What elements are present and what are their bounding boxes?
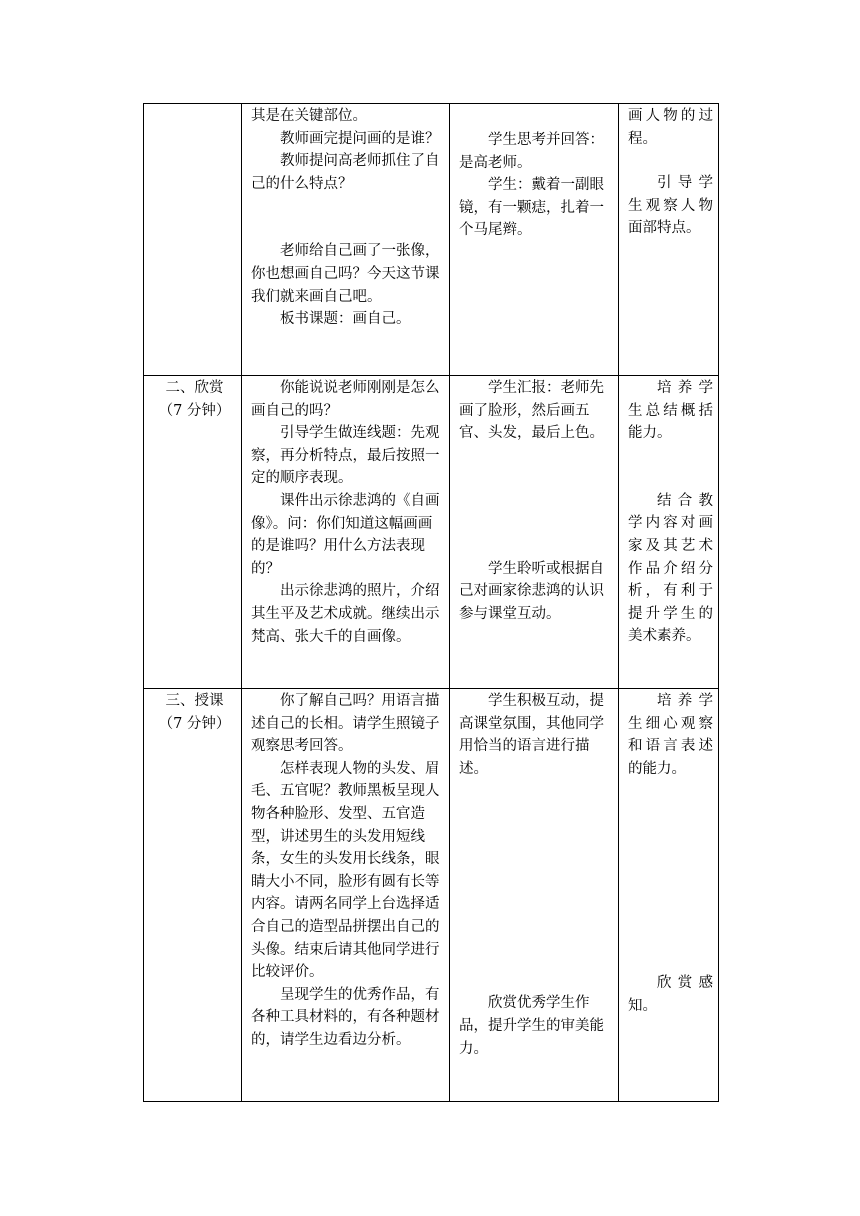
teacher-paragraph: 怎样表现人物的头发、眉毛、五官呢？教师黑板呈现人物各种脸形、发型、五官造型，讲述男生的头发用短线条，女生的头发用长线条，眼睛大小不同，脸形有圆有长等内容。请两名同学上台选择适合自己的造型品拼摆出自己的头像。结束后请其他同学进行比较评价。: [251, 760, 440, 981]
purpose-cell: [619, 376, 719, 689]
purpose-paragraph: 结合教学内容对画家及其艺术作品介绍分析，有利于提升学生的美术素养。: [628, 492, 713, 645]
stage-cell: [144, 376, 242, 689]
stage-label: 二、欣赏: [165, 380, 224, 396]
student-activity-cell: [450, 104, 619, 376]
purpose-paragraph: 培养学生总结概括能力。: [628, 380, 713, 442]
stage-label: 三、授课: [165, 693, 224, 709]
purpose-paragraph: 引导学生观察人物面部特点。: [628, 175, 713, 237]
student-paragraph: 学生积极互动，提高课堂氛围，其他同学用恰当的语言进行描述。: [459, 693, 604, 777]
student-paragraph: 学生：戴着一副眼镜，有一颗痣，扎着一个马尾辫。: [459, 177, 604, 239]
table-row: [144, 689, 719, 1102]
teacher-activity-cell: [242, 689, 450, 1102]
teacher-paragraph: 教师画完提问画的是谁？: [280, 130, 440, 147]
stage-duration: （7 分钟）: [158, 402, 231, 419]
teacher-paragraph: 其是在关键部位。: [251, 108, 367, 124]
table-row: [144, 104, 719, 376]
teacher-paragraph: 引导学生做连线题：先观察，再分析特点，最后按照一定的顺序表现。: [251, 425, 440, 487]
teacher-paragraph: 出示徐悲鸿的照片，介绍其生平及艺术成就。继续出示梵高、张大千的自画像。: [251, 583, 440, 645]
student-activity-cell: [450, 376, 619, 689]
teacher-paragraph: 你了解自己吗？用语言描述自己的长相。请学生照镜子观察思考回答。: [251, 693, 440, 755]
stage-duration: （7 分钟）: [158, 715, 231, 732]
teacher-paragraph: 教师提问高老师抓住了自己的什么特点？: [251, 153, 440, 192]
student-paragraph: 学生汇报：老师先画了脸形，然后画五官、头发，最后上色。: [459, 380, 604, 442]
stage-cell: [144, 104, 242, 376]
teacher-paragraph: 呈现学生的优秀作品，有各种工具材料的，有各种题材的，请学生边看边分析。: [251, 986, 440, 1048]
teacher-activity-cell: [242, 104, 450, 376]
teacher-paragraph: 课件出示徐悲鸿的《自画像》。问：你们知道这幅画画的是谁吗？用什么方法表现的？: [251, 492, 440, 577]
stage-cell: [144, 689, 242, 1102]
student-paragraph: 学生聆听或根据自己对画家徐悲鸿的认识参与课堂互动。: [459, 560, 604, 622]
teacher-activity-cell: [242, 376, 450, 689]
purpose-paragraph: 画人物的过程。: [628, 108, 713, 147]
purpose-cell: [619, 689, 719, 1102]
lesson-plan-table: [143, 103, 719, 1102]
teacher-paragraph: 板书课题：画自己。: [280, 311, 411, 328]
student-activity-cell: [450, 689, 619, 1102]
teacher-paragraph: 你能说说老师刚刚是怎么画自己的吗？: [251, 380, 440, 419]
purpose-paragraph: 培养学生细心观察和语言表述的能力。: [628, 693, 713, 777]
purpose-cell: [619, 104, 719, 376]
teacher-paragraph: 老师给自己画了一张像，你也想画自己吗？今天这节课我们就来画自己吧。: [251, 243, 440, 305]
student-paragraph: 欣赏优秀学生作品，提升学生的审美能力。: [459, 995, 604, 1057]
table-row: [144, 376, 719, 689]
student-paragraph: 学生思考并回答：是高老师。: [459, 132, 604, 171]
purpose-paragraph: 欣赏感知。: [628, 975, 713, 1014]
